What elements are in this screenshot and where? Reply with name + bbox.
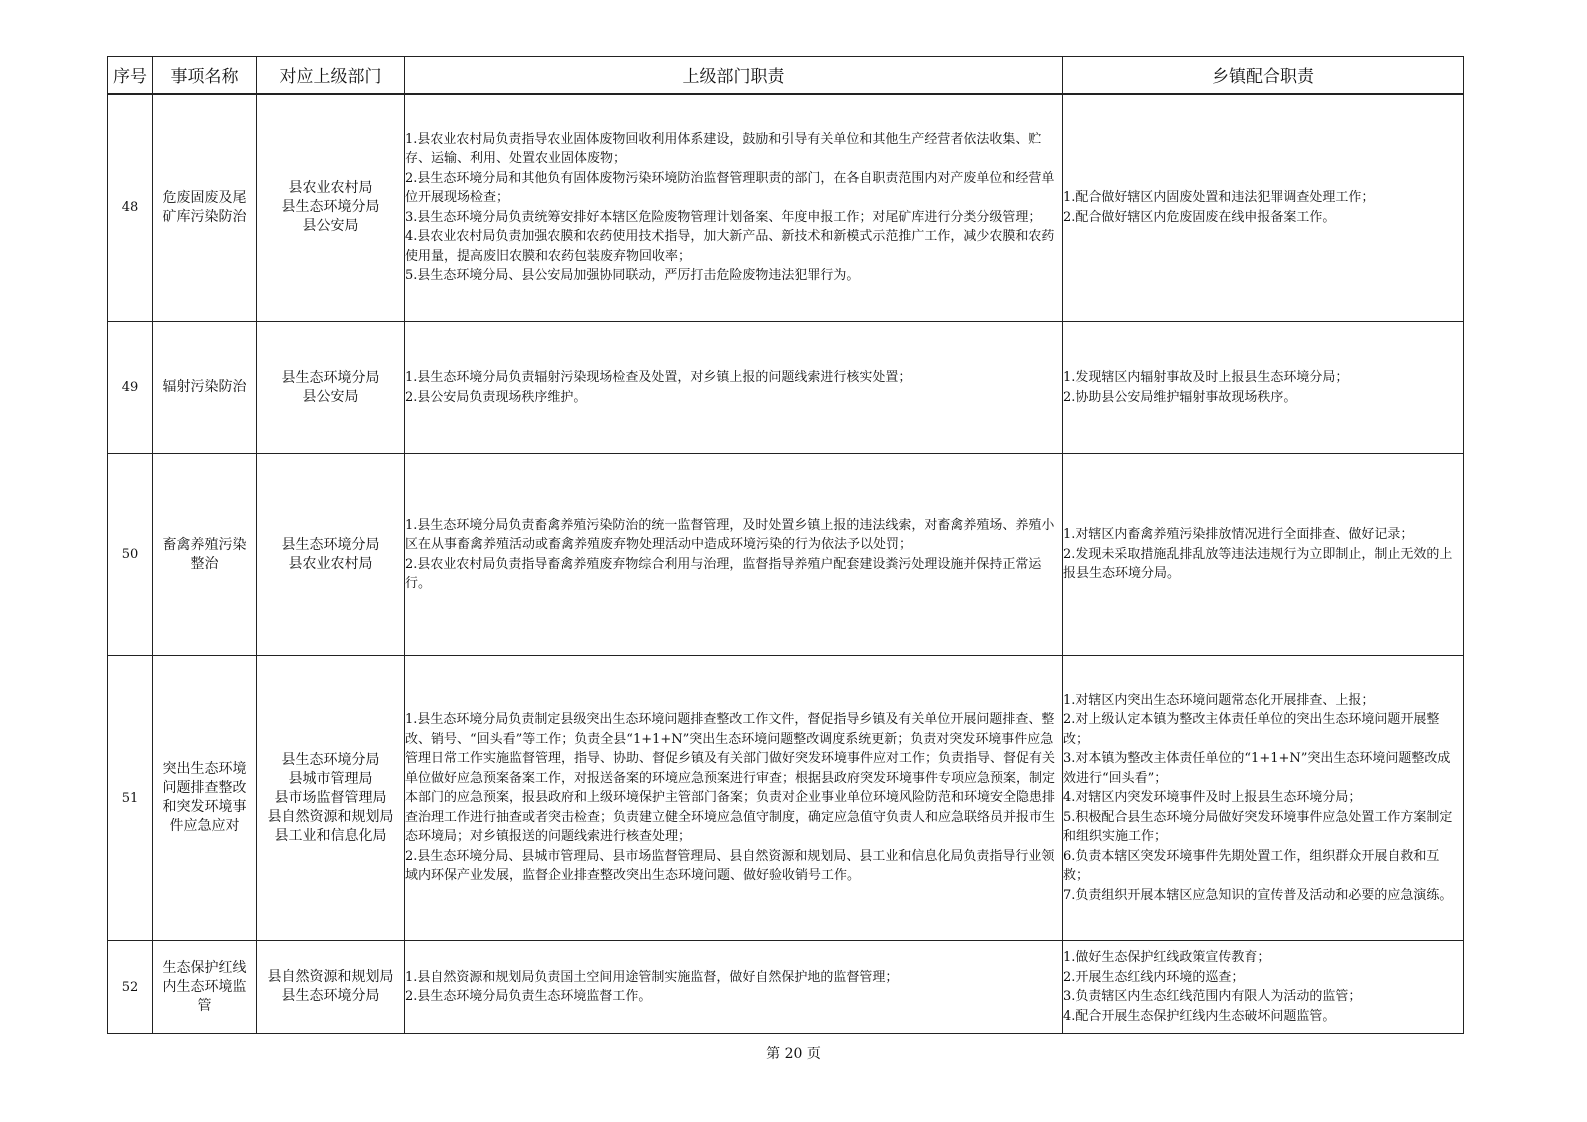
dept-duties-line: 2.县公安局负责现场秩序维护。 xyxy=(405,389,587,405)
dept-duties-line: 1.县生态环境分局负责制定县级突出生态环境问题排查整改工作文件，督促指导乡镇及有关单位开展问题排查、整改、销号、“回头看”等工作；负责全县“1+1+N”突出生态环境问题整改调度系统更新；负责对突发环境事件应急管理日常工作实施监督管理，指导、协助、督促乡镇及有关部门做好突发环境事件应对工作；负责指导、督促有关单位做好应急预案备案工作，对报送备案的环境应急预案进行审查；根据县政府突发环境事件专项应急预案，制定本部门的应急预案，报县政府和上级环境保护主管部门备案；负责对企业事业单位环境风险防范和环境安全隐患排查治理工作进行抽查或者突击检查；负责建立健全环境应急值守制度，确定应急值守负责人和应急联络员并报市生态环境局；对乡镇报送的问题线索进行核查处理； xyxy=(405,712,1056,845)
dept-list-line: 县自然资源和规划局 xyxy=(267,969,394,985)
dept-list-line: 县生态环境分局 xyxy=(281,988,380,1004)
header-item-name: 事项名称 xyxy=(153,57,257,94)
row-number: 48 xyxy=(108,94,153,322)
table-row xyxy=(108,94,1464,322)
dept-list-line: 县生态环境分局 xyxy=(281,199,380,216)
dept-list-line: 县公安局 xyxy=(302,218,359,235)
table-row xyxy=(108,941,1464,1034)
town-duties xyxy=(1063,94,1464,322)
table-header-row xyxy=(108,57,1464,94)
header-dept-duty: 上级部门职责 xyxy=(405,57,1063,94)
town-duties-line: 2.协助县公安局维护辐射事故现场秩序。 xyxy=(1063,389,1297,405)
town-duties-line: 2.对上级认定本镇为整改主体责任单位的突出生态环境问题开展整改； xyxy=(1063,712,1440,747)
town-duties-line: 1.配合做好辖区内固废处置和违法犯罪调查处理工作； xyxy=(1063,190,1375,206)
dept-list-line: 县农业农村局 xyxy=(288,180,373,197)
town-duties xyxy=(1063,322,1464,454)
town-duties-line: 2.开展生态红线内环境的巡查； xyxy=(1063,969,1245,985)
item-name xyxy=(153,941,257,1034)
town-duties xyxy=(1063,656,1464,941)
town-duties-line: 6.负责本辖区突发环境事件先期处置工作，组织群众开展自救和互救； xyxy=(1063,848,1440,884)
town-duties-line: 4.对辖区内突发环境事件及时上报县生态环境分局； xyxy=(1063,790,1362,806)
dept-duties-line: 1.县生态环境分局负责辐射污染现场检查及处置，对乡镇上报的问题线索进行核实处置； xyxy=(405,370,912,385)
item-name-line: 辐射污染防治 xyxy=(162,379,247,395)
dept-duties-line: 2.县生态环境分局、县城市管理局、县市场监督管理局、县自然资源和规划局、县工业和信息化局负责指导行业领域内环保产业发展，监督企业排查整改突出生态环境问题、做好验收销号工作。 xyxy=(405,848,1055,884)
item-name-line: 生态保护红线 xyxy=(162,959,247,976)
item-name-line: 矿库污染防治 xyxy=(162,208,247,225)
header-town-duty: 乡镇配合职责 xyxy=(1063,57,1464,94)
town-duties xyxy=(1063,941,1464,1034)
item-name-line: 突出生态环境 xyxy=(162,761,247,777)
dept-list xyxy=(257,454,405,656)
item-name-line: 和突发环境事 xyxy=(162,799,247,815)
town-duties-line: 1.发现辖区内辐射事故及时上报县生态环境分局； xyxy=(1063,370,1349,385)
town-duties-line: 3.负责辖区内生态红线范围内有限人为活动的监管； xyxy=(1063,989,1362,1004)
dept-duties-line: 2.县农业农村局负责指导畜禽养殖废弃物综合利用与治理，监督指导养殖户配套建设粪污处理设施并保持正常运行。 xyxy=(405,556,1042,591)
dept-duties xyxy=(405,94,1063,322)
item-name xyxy=(153,454,257,656)
item-name xyxy=(153,656,257,941)
dept-duties-line: 4.县农业农村局负责加强农膜和农药使用技术指导，加大新产品、新技术和新模式示范推广工作，减少农膜和农药使用量，提高废旧农膜和农药包装废弃物回收率； xyxy=(405,229,1055,264)
table-row xyxy=(108,322,1464,454)
dept-list xyxy=(257,656,405,941)
page-number: 第 20 页 xyxy=(766,1046,821,1062)
item-name-line: 内生态环境监 xyxy=(162,978,247,995)
dept-duties-line: 1.县生态环境分局负责畜禽养殖污染防治的统一监督管理，及时处置乡镇上报的违法线索，对畜禽养殖场、养殖小区在从事畜禽养殖活动或畜禽养殖废弃物处理活动中造成环境污染的行为依法予以处罚； xyxy=(405,517,1055,552)
town-duties-line: 1.做好生态保护红线政策宣传教育； xyxy=(1063,950,1271,965)
header-dept: 对应上级部门 xyxy=(257,57,405,94)
dept-list xyxy=(257,322,405,454)
item-name-line: 问题排查整改 xyxy=(162,780,247,796)
header-no: 序号 xyxy=(108,57,153,94)
dept-duties-line: 5.县生态环境分局、县公安局加强协同联动，严厉打击危险废物违法犯罪行为。 xyxy=(405,268,860,284)
dept-duties xyxy=(405,656,1063,941)
item-name-line: 管 xyxy=(197,997,212,1014)
row-number: 51 xyxy=(108,656,153,941)
item-name xyxy=(153,322,257,454)
town-duties-line: 2.发现未采取措施乱排乱放等违法违规行为立即制止，制止无效的上报县生态环境分局。 xyxy=(1063,546,1453,582)
dept-list-line: 县工业和信息化局 xyxy=(274,827,387,844)
row-number: 50 xyxy=(108,454,153,656)
town-duties-line: 3.对本镇为整改主体责任单位的“1+1+N”突出生态环境问题整改成效进行“回头看”； xyxy=(1063,751,1451,786)
town-duties-line: 7.负责组织开展本辖区应急知识的宣传普及活动和必要的应急演练。 xyxy=(1063,887,1453,903)
town-duties xyxy=(1063,454,1464,656)
dept-list-line: 县公安局 xyxy=(302,388,359,405)
dept-list-line: 县自然资源和规划局 xyxy=(267,808,394,825)
town-duties-line: 1.对辖区内畜禽养殖污染排放情况进行全面排查、做好记录； xyxy=(1063,527,1414,543)
dept-list-line: 县生态环境分局 xyxy=(281,536,380,553)
item-name-line: 整治 xyxy=(190,555,219,572)
dept-duties-line: 2.县生态环境分局负责生态环境监督工作。 xyxy=(405,989,652,1004)
row-number: 52 xyxy=(108,941,153,1034)
item-name-line: 危废固废及尾 xyxy=(162,189,247,206)
dept-list-line: 县城市管理局 xyxy=(288,770,373,787)
row-number: 49 xyxy=(108,322,153,454)
dept-list xyxy=(257,94,405,322)
dept-list xyxy=(257,941,405,1034)
item-name-line: 畜禽养殖污染 xyxy=(162,536,247,553)
item-name-line: 件应急应对 xyxy=(169,818,240,834)
table-row xyxy=(108,656,1464,941)
dept-list-line: 县农业农村局 xyxy=(288,555,373,572)
item-name xyxy=(153,94,257,322)
table-row xyxy=(108,454,1464,656)
town-duties-line: 2.配合做好辖区内危废固废在线申报备案工作。 xyxy=(1063,209,1336,225)
dept-duties-line: 2.县生态环境分局和其他负有固体废物污染环境防治监督管理职责的部门，在各自职责范围内对产废单位和经营单位开展现场检查； xyxy=(405,170,1055,206)
responsibility-table xyxy=(107,56,1464,1034)
town-duties-line: 5.积极配合县生态环境分局做好突发环境事件应急处置工作方案制定和组织实施工作； xyxy=(1063,809,1453,845)
dept-duties-line: 1.县农业农村局负责指导农业固体废物回收利用体系建设，鼓励和引导有关单位和其他生产经营者依法收集、贮存、运输、利用、处置农业固体废物； xyxy=(405,131,1042,167)
dept-duties xyxy=(405,454,1063,656)
dept-list-line: 县生态环境分局 xyxy=(281,369,380,386)
dept-duties xyxy=(405,941,1063,1034)
dept-list-line: 县市场监督管理局 xyxy=(274,789,387,806)
dept-duties-line: 3.县生态环境分局负责统筹安排好本辖区危险废物管理计划备案、年度申报工作；对尾矿库进行分类分级管理； xyxy=(405,209,1042,225)
dept-duties xyxy=(405,322,1063,454)
dept-list-line: 县生态环境分局 xyxy=(281,751,380,768)
dept-duties-line: 1.县自然资源和规划局负责国土空间用途管制实施监督，做好自然保护地的监督管理； xyxy=(405,969,899,985)
town-duties-line: 1.对辖区内突出生态环境问题常态化开展排查、上报； xyxy=(1063,692,1375,708)
town-duties-line: 4.配合开展生态保护红线内生态破坏问题监管。 xyxy=(1063,1008,1336,1024)
